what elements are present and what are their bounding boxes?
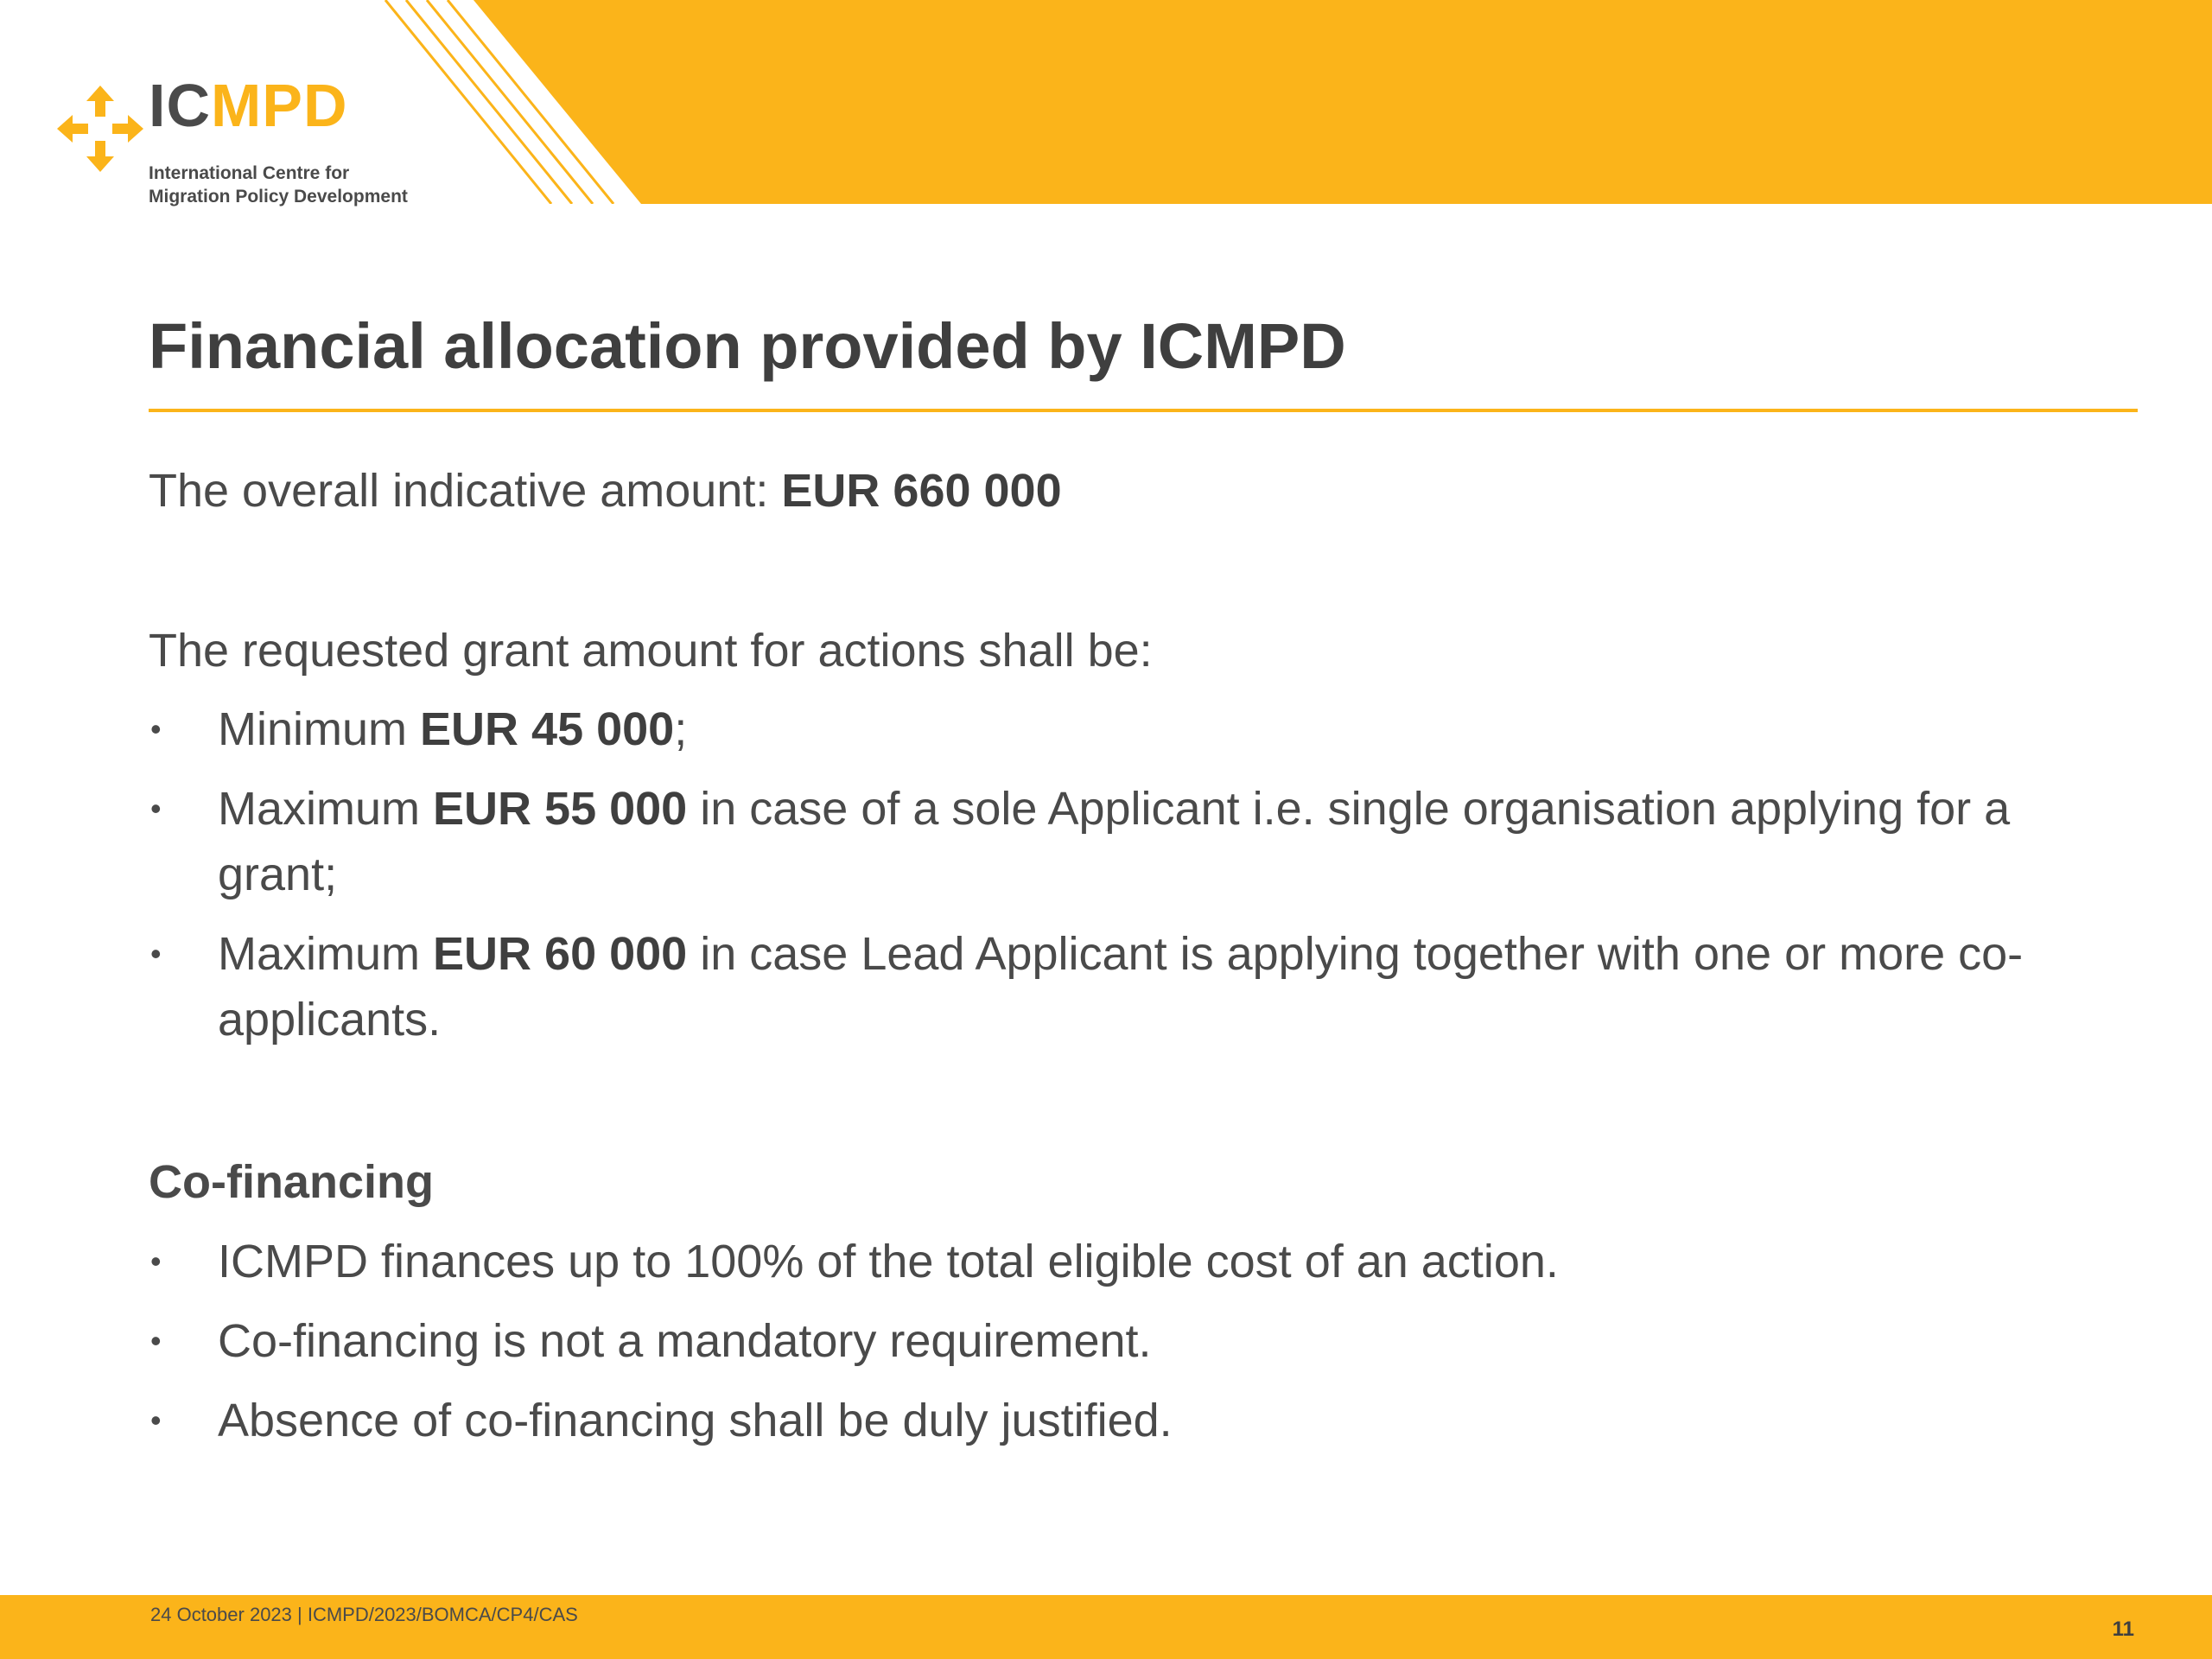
- cofinancing-list: [149, 1229, 2136, 1467]
- bullet-icon: •: [150, 711, 162, 747]
- arrows-cross-icon: [54, 82, 147, 175]
- logo-subtitle: International Centre for Migration Policy Development: [149, 163, 408, 207]
- bullet-icon: •: [150, 1243, 162, 1279]
- cofinancing-heading: Co-financing: [149, 1156, 434, 1208]
- overall-amount-line: The overall indicative amount: EUR 660 000: [149, 465, 1062, 517]
- list-item: • Absence of co-financing shall be duly justified.: [149, 1388, 2136, 1453]
- list-item: • Minimum EUR 45 000;: [149, 696, 2136, 762]
- slide-title: Financial allocation provided by ICMPD: [149, 310, 1346, 382]
- bullet-icon: •: [150, 791, 162, 826]
- list-item: • Maximum EUR 60 000 in case Lead Applicant is applying together with one or more co-applicants.: [149, 921, 2136, 1052]
- requested-grant-intro: The requested grant amount for actions shall be:: [149, 625, 1153, 677]
- title-underline: [149, 409, 2138, 412]
- requested-grant-list: [149, 696, 2136, 1066]
- bullet-icon: •: [150, 1323, 162, 1358]
- list-item: • ICMPD finances up to 100% of the total eligible cost of an action.: [149, 1229, 2136, 1294]
- bullet-icon: •: [150, 1402, 162, 1438]
- page-number: 11: [2112, 1618, 2134, 1641]
- logo-wordmark: ICMPD: [149, 72, 348, 139]
- bullet-icon: •: [150, 936, 162, 971]
- footer-reference: 24 October 2023 | ICMPD/2023/BOMCA/CP4/CAS: [150, 1604, 578, 1625]
- footer-bar: [0, 1595, 2212, 1659]
- list-item: • Maximum EUR 55 000 in case of a sole Applicant i.e. single organisation applying for a grant;: [149, 776, 2136, 907]
- list-item: • Co-financing is not a mandatory requirement.: [149, 1308, 2136, 1374]
